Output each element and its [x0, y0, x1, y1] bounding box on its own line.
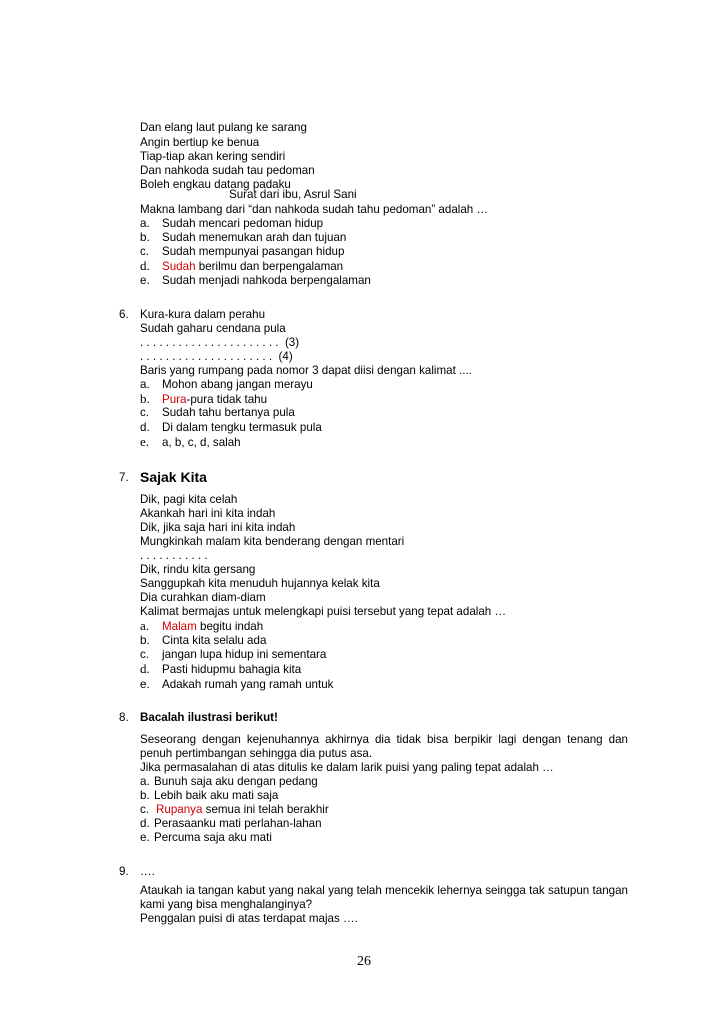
poem-line: Kura-kura dalam perahu: [140, 308, 266, 321]
answer-highlight: Malam: [162, 620, 197, 633]
option-c: c. Rupanya semua ini telah berakhir: [140, 803, 329, 816]
page-number: 26: [357, 954, 371, 969]
poem-line: Dik, pagi kita celah: [140, 493, 238, 506]
option-e: e. Percuma saja aku mati: [140, 831, 272, 844]
question-number: 8.: [119, 711, 129, 724]
option-e: e. Adakah rumah yang ramah untuk: [140, 678, 334, 691]
blank-line: . . . . . . . . . . . . . . . . . . . . . . (3): [140, 336, 300, 349]
answer-highlight: Sudah: [162, 260, 196, 273]
option-d: d. Perasaanku mati perlahan-lahan: [140, 817, 322, 830]
poem-line: Dik, rindu kita gersang: [140, 563, 256, 576]
poem-paragraph: Ataukah ia tangan kabut yang nakal yang telah mencekik lehernya seingga tak satupun tangan kami yang bisa menghalanginya?: [140, 884, 628, 911]
poem-line: Dia curahkan diam-diam: [140, 591, 266, 604]
blank-line: . . . . . . . . . . . . . . . . . . . . . (4): [140, 350, 293, 363]
poem-line: Dan nahkoda sudah tau pedoman: [140, 164, 315, 177]
option-e: e. Sudah menjadi nahkoda berpengalaman: [140, 274, 371, 287]
option-c: c. jangan lupa hidup ini sementara: [140, 648, 327, 661]
option-d: d. Di dalam tengku termasuk pula: [140, 421, 322, 434]
blank-line: . . . . . . . . . . .: [140, 549, 208, 562]
poem-line: Dan elang laut pulang ke sarang: [140, 121, 307, 134]
question-number: 9.: [119, 865, 129, 878]
poem-line: Akankah hari ini kita indah: [140, 507, 276, 520]
poem-line: Sudah gaharu cendana pula: [140, 322, 286, 335]
answer-highlight: Pura: [162, 393, 187, 406]
option-b: b. Pura-pura tidak tahu: [140, 391, 268, 406]
question-text: Kalimat bermajas untuk melengkapi puisi tersebut yang tepat adalah …: [140, 605, 507, 618]
question-text: Jika permasalahan di atas ditulis ke dalam larik puisi yang paling tepat adalah …: [140, 761, 554, 774]
option-c: c. Sudah mempunyai pasangan hidup: [140, 245, 345, 258]
poem-source: Surat dari ibu, Asrul Sani: [229, 188, 357, 201]
lead-ellipsis: ….: [140, 865, 155, 878]
poem-line: Boleh engkau datang padaku: [140, 178, 291, 191]
option-d: d. Pasti hidupmu bahagia kita: [140, 661, 302, 676]
option-b: b. Cinta kita selalu ada: [140, 634, 267, 647]
poem-title: Sajak Kita: [140, 469, 207, 485]
question-text: Baris yang rumpang pada nomor 3 dapat diisi dengan kalimat ....: [140, 364, 472, 377]
option-e: e. a, b, c, d, salah: [140, 434, 241, 449]
option-b: b. Sudah menemukan arah dan tujuan: [140, 231, 347, 244]
poem-line: Mungkinkah malam kita benderang dengan mentari: [140, 535, 405, 548]
poem-line: Angin bertiup ke benua: [140, 136, 260, 149]
question-number: 7.: [119, 471, 129, 484]
illustration-paragraph: Seseorang dengan kejenuhannya akhirnya dia tidak bisa berpikir lagi dengan tenang dan penuh pertimbangan sehingga dia putus asa.: [140, 733, 628, 760]
option-a: a. Sudah mencari pedoman hidup: [140, 217, 324, 230]
option-a: a. Malam begitu indah: [140, 618, 264, 633]
option-b: b. Lebih baik aku mati saja: [140, 789, 279, 802]
poem-line: Tiap-tiap akan kering sendiri: [140, 150, 286, 163]
option-d: d. Sudah berilmu dan berpengalaman: [140, 258, 344, 273]
question-text: Penggalan puisi di atas terdapat majas ….: [140, 912, 358, 925]
answer-highlight: Rupanya: [156, 803, 203, 816]
question-number: 6.: [119, 308, 129, 321]
poem-line: Sanggupkah kita menuduh hujannya kelak kita: [140, 577, 380, 590]
question-text: Makna lambang dari “dan nahkoda sudah tahu pedoman” adalah …: [140, 203, 489, 216]
option-a: a. Bunuh saja aku dengan pedang: [140, 775, 318, 788]
option-c: c. Sudah tahu bertanya pula: [140, 406, 295, 419]
section-title: Bacalah ilustrasi berikut!: [140, 711, 278, 724]
poem-line: Dik, jika saja hari ini kita indah: [140, 521, 296, 534]
option-a: a. Mohon abang jangan merayu: [140, 378, 313, 391]
